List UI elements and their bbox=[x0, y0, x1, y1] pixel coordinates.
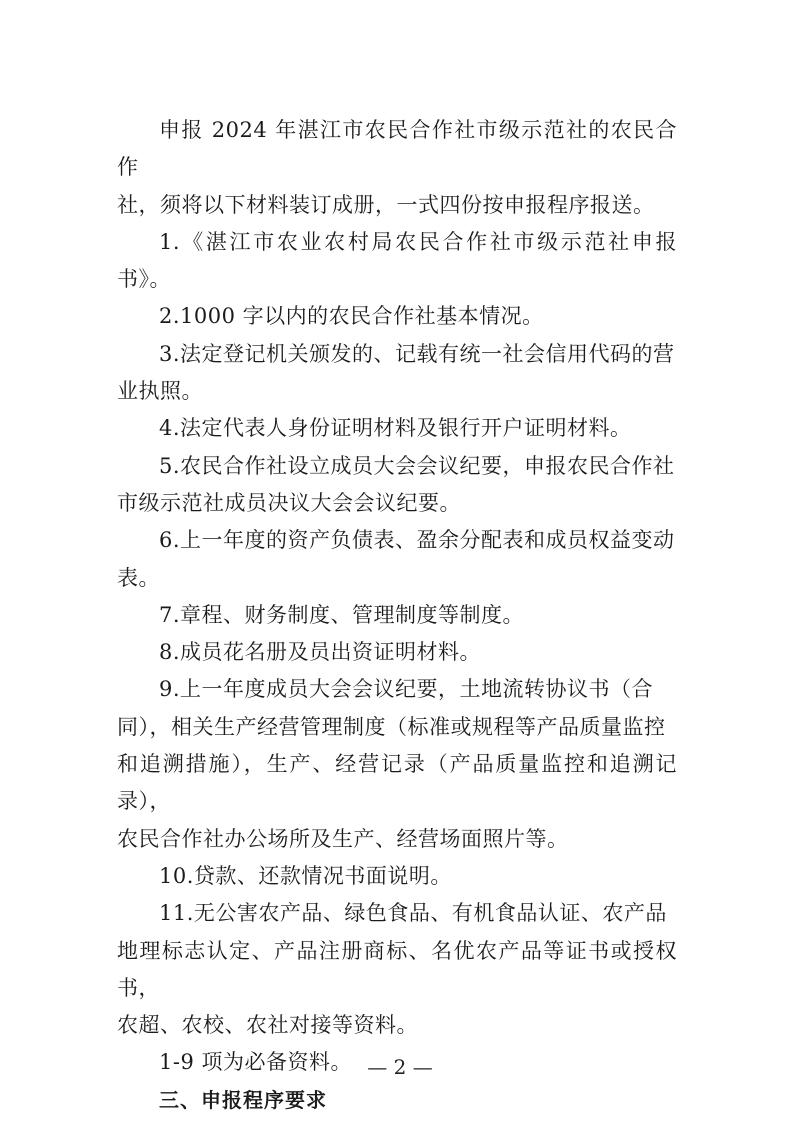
required-note: 1-9 项为必备资料。 bbox=[159, 1050, 352, 1075]
paragraph-intro: 申报 2024 年湛江市农民合作社市级示范社的农民合作 社，须将以下材料装订成册，一式四份按申报程序报送。 bbox=[117, 118, 677, 217]
list-item-10: 10.贷款、还款情况书面说明。 bbox=[159, 863, 452, 888]
list-item-5: 5.农民合作社设立成员大会会议纪要，申报农民合作社 市级示范社成员决议大会会议纪要。 bbox=[117, 453, 675, 515]
page-number: — 2 — bbox=[367, 1055, 433, 1079]
list-item-3: 3.法定登记机关颁发的、记载有统一社会信用代码的营 业执照。 bbox=[117, 341, 675, 404]
list-item-4: 4.法定代表人身份证明材料及银行开户证明材料。 bbox=[159, 416, 632, 441]
list-item-1: 1.《湛江市农业农村局农民合作社市级示范社申报书》。 bbox=[117, 229, 677, 292]
section-heading: 三、申报程序要求 bbox=[159, 1087, 327, 1112]
list-item-6: 6.上一年度的资产负债表、盈余分配表和成员权益变动 表。 bbox=[117, 528, 675, 590]
list-item-8: 8.成员花名册及员出资证明材料。 bbox=[159, 640, 482, 665]
list-item-7: 7.章程、财务制度、管理制度等制度。 bbox=[159, 602, 525, 627]
document-body bbox=[117, 112, 677, 1119]
list-item-2: 2.1000 字以内的农民合作社基本情况。 bbox=[159, 304, 544, 329]
list-item-11: 11.无公害农产品、绿色食品、有机食品认证、农产品 地理标志认定、产品注册商标、名优农产品等证书或授权书， 农超、农校、农社对接等资料。 bbox=[117, 901, 677, 1038]
list-item-9: 9.上一年度成员大会会议纪要，土地流转协议书（合 同），相关生产经营管理制度（标准或规程等产品质量监控 和追溯措施），生产、经营记录（产品质量监控和追溯记录）， 农民合作社办公场所及生产、经营场面照片等。 bbox=[117, 677, 677, 851]
